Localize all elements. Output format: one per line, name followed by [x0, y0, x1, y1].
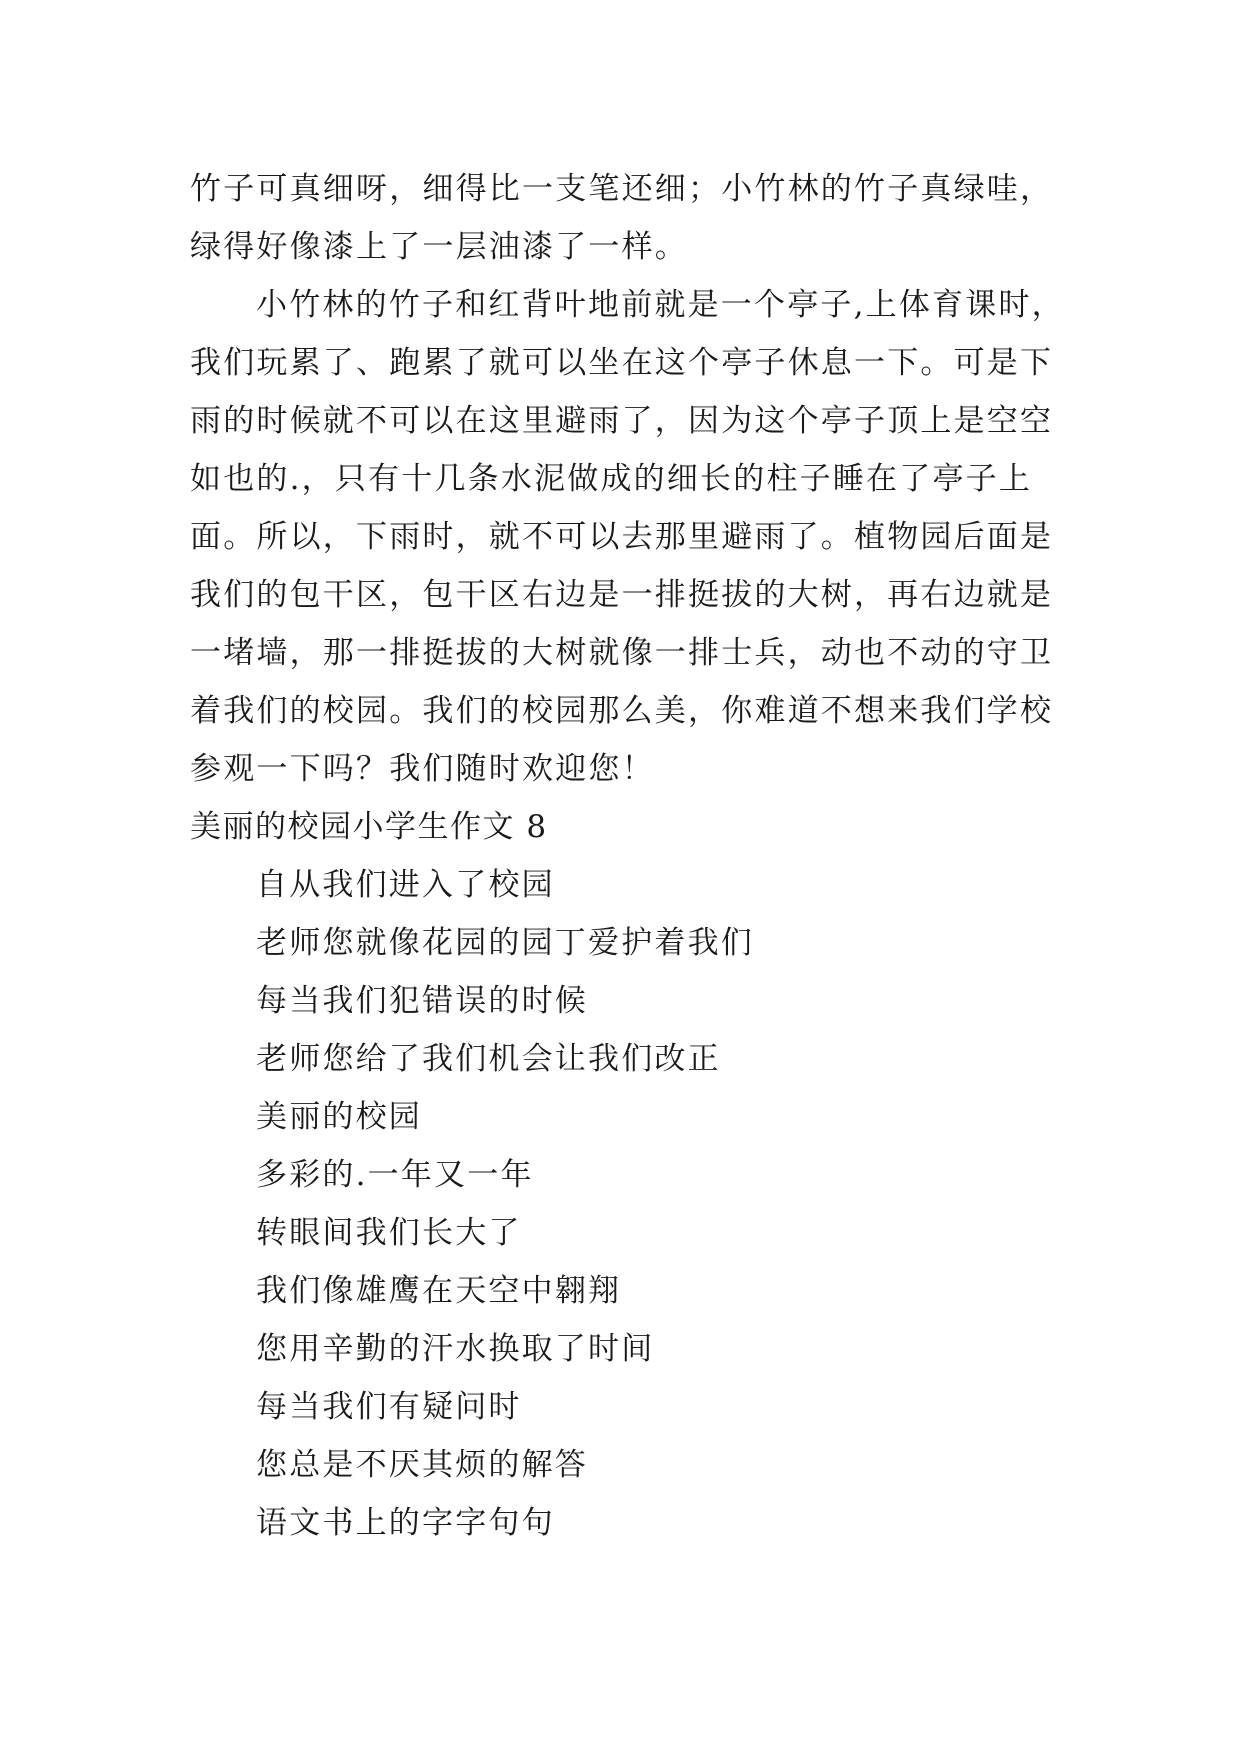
paragraph-line: 着我们的校园。我们的校园那么美，你难道不想来我们学校 — [190, 693, 1054, 729]
paragraph-line: 参观一下吗？我们随时欢迎您！ — [190, 751, 655, 787]
document-body — [190, 160, 1090, 1552]
poem-line: 我们像雄鹰在天空中翱翔 — [256, 1273, 622, 1309]
paragraph-line: 我们的包干区，包干区右边是一排挺拔的大树，再右边就是 — [190, 577, 1054, 613]
poem-line: 语文书上的字字句句 — [256, 1505, 555, 1541]
poem-line: 每当我们犯错误的时候 — [256, 983, 588, 1019]
paragraph-line: 一堵墙，那一排挺拔的大树就像一排士兵，动也不动的守卫 — [190, 635, 1054, 671]
paragraph — [190, 276, 1090, 798]
paragraph-line: 雨的时候就不可以在这里避雨了，因为这个亭子顶上是空空 — [190, 403, 1054, 439]
paragraph-line: 小竹林的竹子和红背叶地前就是一个亭子,上体育课时， — [256, 287, 1065, 323]
paragraph-line: 面。所以，下雨时，就不可以去那里避雨了。植物园后面是 — [190, 519, 1054, 555]
poem-line: 老师您给了我们机会让我们改正 — [256, 1041, 721, 1077]
poem-line: 自从我们进入了校园 — [256, 867, 555, 903]
paragraph-continued — [190, 160, 1090, 276]
poem-line: 您总是不厌其烦的解答 — [256, 1447, 588, 1483]
section-title: 美丽的校园小学生作文 8 — [190, 809, 548, 845]
paragraph-line: 绿得好像漆上了一层油漆了一样。 — [190, 229, 688, 265]
poem-line: 您用辛勤的汗水换取了时间 — [256, 1331, 655, 1367]
paragraph-line: 我们玩累了、跑累了就可以坐在这个亭子休息一下。可是下 — [190, 345, 1054, 381]
poem — [190, 856, 1090, 1552]
poem-line: 美丽的校园 — [256, 1099, 422, 1135]
paragraph-line: 如也的.，只有十几条水泥做成的细长的柱子睡在了亭子上 — [190, 461, 1033, 497]
poem-line: 老师您就像花园的园丁爱护着我们 — [256, 925, 754, 961]
poem-line: 每当我们有疑问时 — [256, 1389, 522, 1425]
paragraph-line: 竹子可真细呀，细得比一支笔还细；小竹林的竹子真绿哇， — [190, 171, 1054, 207]
poem-line: 多彩的.一年又一年 — [256, 1157, 534, 1193]
poem-line: 转眼间我们长大了 — [256, 1215, 522, 1251]
